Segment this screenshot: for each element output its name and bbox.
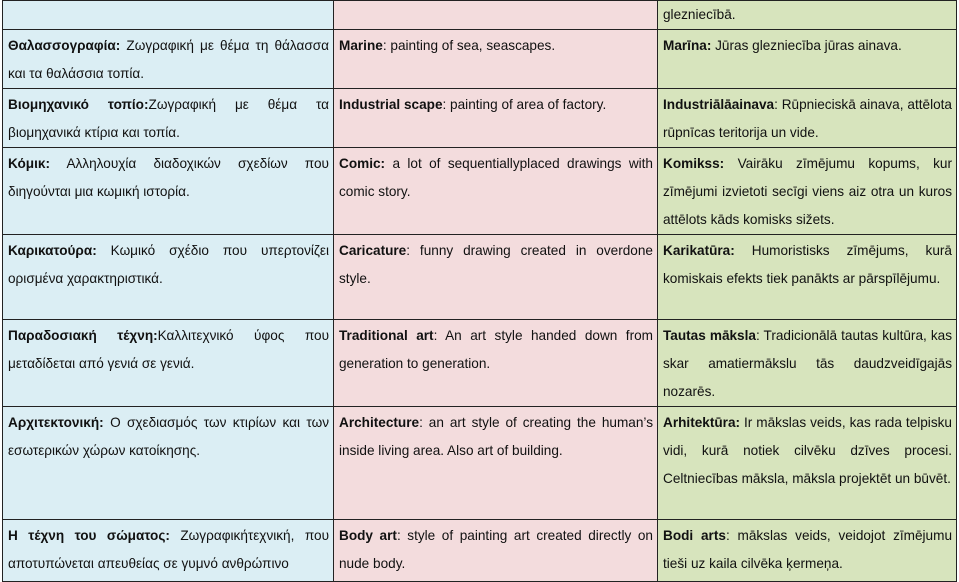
latvian-definition: : mākslas veids, veidojot zīmējumu tieši uz kaila cilvēka ķermeņa. (663, 528, 953, 571)
english-cell (334, 235, 658, 320)
table-row (3, 520, 957, 582)
greek-term: Καρικατούρα: (8, 243, 97, 258)
english-cell (334, 1, 658, 30)
greek-cell (3, 235, 334, 320)
english-cell (334, 320, 658, 407)
latvian-cell (658, 320, 957, 407)
english-definition: : An art style handed down from generation to generation. (339, 328, 653, 371)
latvian-term: Karikatūra: (663, 243, 735, 258)
latvian-definition: Ir mākslas veids, kas rada telpisku vidi, kurā notiek cilvēku dzīves procesi. Celtniecības māksla, māksla projektēt un būvēt. (663, 415, 952, 486)
latvian-definition: Humoristisks zīmējums, kurā komiskais efekts tiek panākts ar pārspīlējumu. (663, 243, 952, 286)
english-term: Comic: (339, 156, 386, 171)
english-term: Body art (339, 528, 397, 543)
greek-definition: Ζωγραφικήτεχνική, που αποτυπώνεται απευθείας σε γυμνό ανθρώπινο (8, 528, 330, 571)
english-definition: : painting of area of factory. (442, 97, 607, 112)
english-cell (334, 520, 658, 582)
greek-cell (3, 89, 334, 148)
glossary-table (2, 0, 957, 582)
table-row (3, 235, 957, 320)
english-cell (334, 407, 658, 520)
english-term: Traditional art (339, 328, 434, 343)
greek-term: Παραδοσιακή τέχνη: (8, 328, 158, 343)
latvian-term: Arhitektūra: (663, 415, 741, 430)
latvian-definition: Vairāku zīmējumu kopums, kur zīmējumi izvietoti secīgi viens aiz otra un kuros attēlots kāds komisks sižets. (663, 156, 952, 227)
latvian-cell (658, 148, 957, 235)
greek-definition: Καλλιτεχνικό ύφος που μεταδίδεται από γενιά σε γενιά. (8, 328, 329, 371)
table-row (3, 89, 957, 148)
english-cell (334, 148, 658, 235)
greek-definition: Κωμικό σχέδιο που υπερτονίζει ορισμένα χαρακτηριστικά. (8, 243, 329, 286)
english-term: Marine (339, 38, 383, 53)
latvian-cell (658, 520, 957, 582)
latvian-term: Industriālāainava (663, 97, 775, 112)
latvian-term: Tautas māksla (663, 328, 756, 343)
greek-term: Η τέχνη του σώματος: (8, 528, 170, 543)
english-definition: : painting of sea, seascapes. (382, 38, 556, 53)
latvian-cell (658, 1, 957, 30)
table-row (3, 1, 957, 30)
latvian-definition: : Tradicionālā tautas kultūra, kas skar amatiermākslu tās daudzveidīgajās nozarēs. (663, 328, 953, 399)
latvian-term: Bodi arts (663, 528, 726, 543)
greek-term: Βιομηχανικό τοπίο: (8, 97, 149, 112)
latvian-term: Marīna: (663, 38, 712, 53)
greek-definition: Ζωγραφική με θέμα τη θάλασσα και τα θαλάσσια τοπία. (8, 38, 329, 81)
greek-cell (3, 407, 334, 520)
english-cell (334, 89, 658, 148)
greek-cell (3, 320, 334, 407)
latvian-definition: : Rūpnieciskā ainava, attēlota rūpnīcas teritorija un vide. (663, 97, 952, 140)
english-term: Industrial scape (339, 97, 443, 112)
english-definition: : style of painting art created directly on nude body. (339, 528, 653, 571)
latvian-cell (658, 407, 957, 520)
latvian-cell (658, 30, 957, 89)
table-row (3, 148, 957, 235)
greek-term: Αρχιτεκτονική: (8, 415, 104, 430)
latvian-term: Komikss: (663, 156, 725, 171)
greek-cell (3, 30, 334, 89)
english-cell (334, 30, 658, 89)
english-definition: : an art style of creating the human’s inside living area. Also art of building. (339, 415, 653, 458)
greek-definition: Αλληλουχία διαδοχικών σχεδίων που διηγούνται μια κωμική ιστορία. (8, 156, 329, 199)
greek-term: Θαλασσογραφία: (8, 38, 121, 53)
english-definition: : funny drawing created in overdone style. (339, 243, 653, 286)
greek-definition: Ζωγραφική με θέμα τα βιομηχανικά κτίρια και τοπία. (8, 97, 329, 140)
greek-term: Κόμικ: (8, 156, 51, 171)
table-row (3, 320, 957, 407)
latvian-definition: glezniecībā. (663, 7, 736, 22)
english-term: Caricature (339, 243, 407, 258)
greek-cell (3, 1, 334, 30)
greek-cell (3, 148, 334, 235)
latvian-cell (658, 89, 957, 148)
english-term: Architecture (339, 415, 420, 430)
table-row (3, 407, 957, 520)
greek-cell (3, 520, 334, 582)
latvian-definition: Jūras glezniecība jūras ainava. (711, 38, 902, 53)
table-row (3, 30, 957, 89)
latvian-cell (658, 235, 957, 320)
english-definition: a lot of sequentiallyplaced drawings with comic story. (339, 156, 653, 199)
greek-definition: Ο σχεδιασμός των κτιρίων και των εσωτερικών χώρων κατοίκησης. (8, 415, 329, 458)
